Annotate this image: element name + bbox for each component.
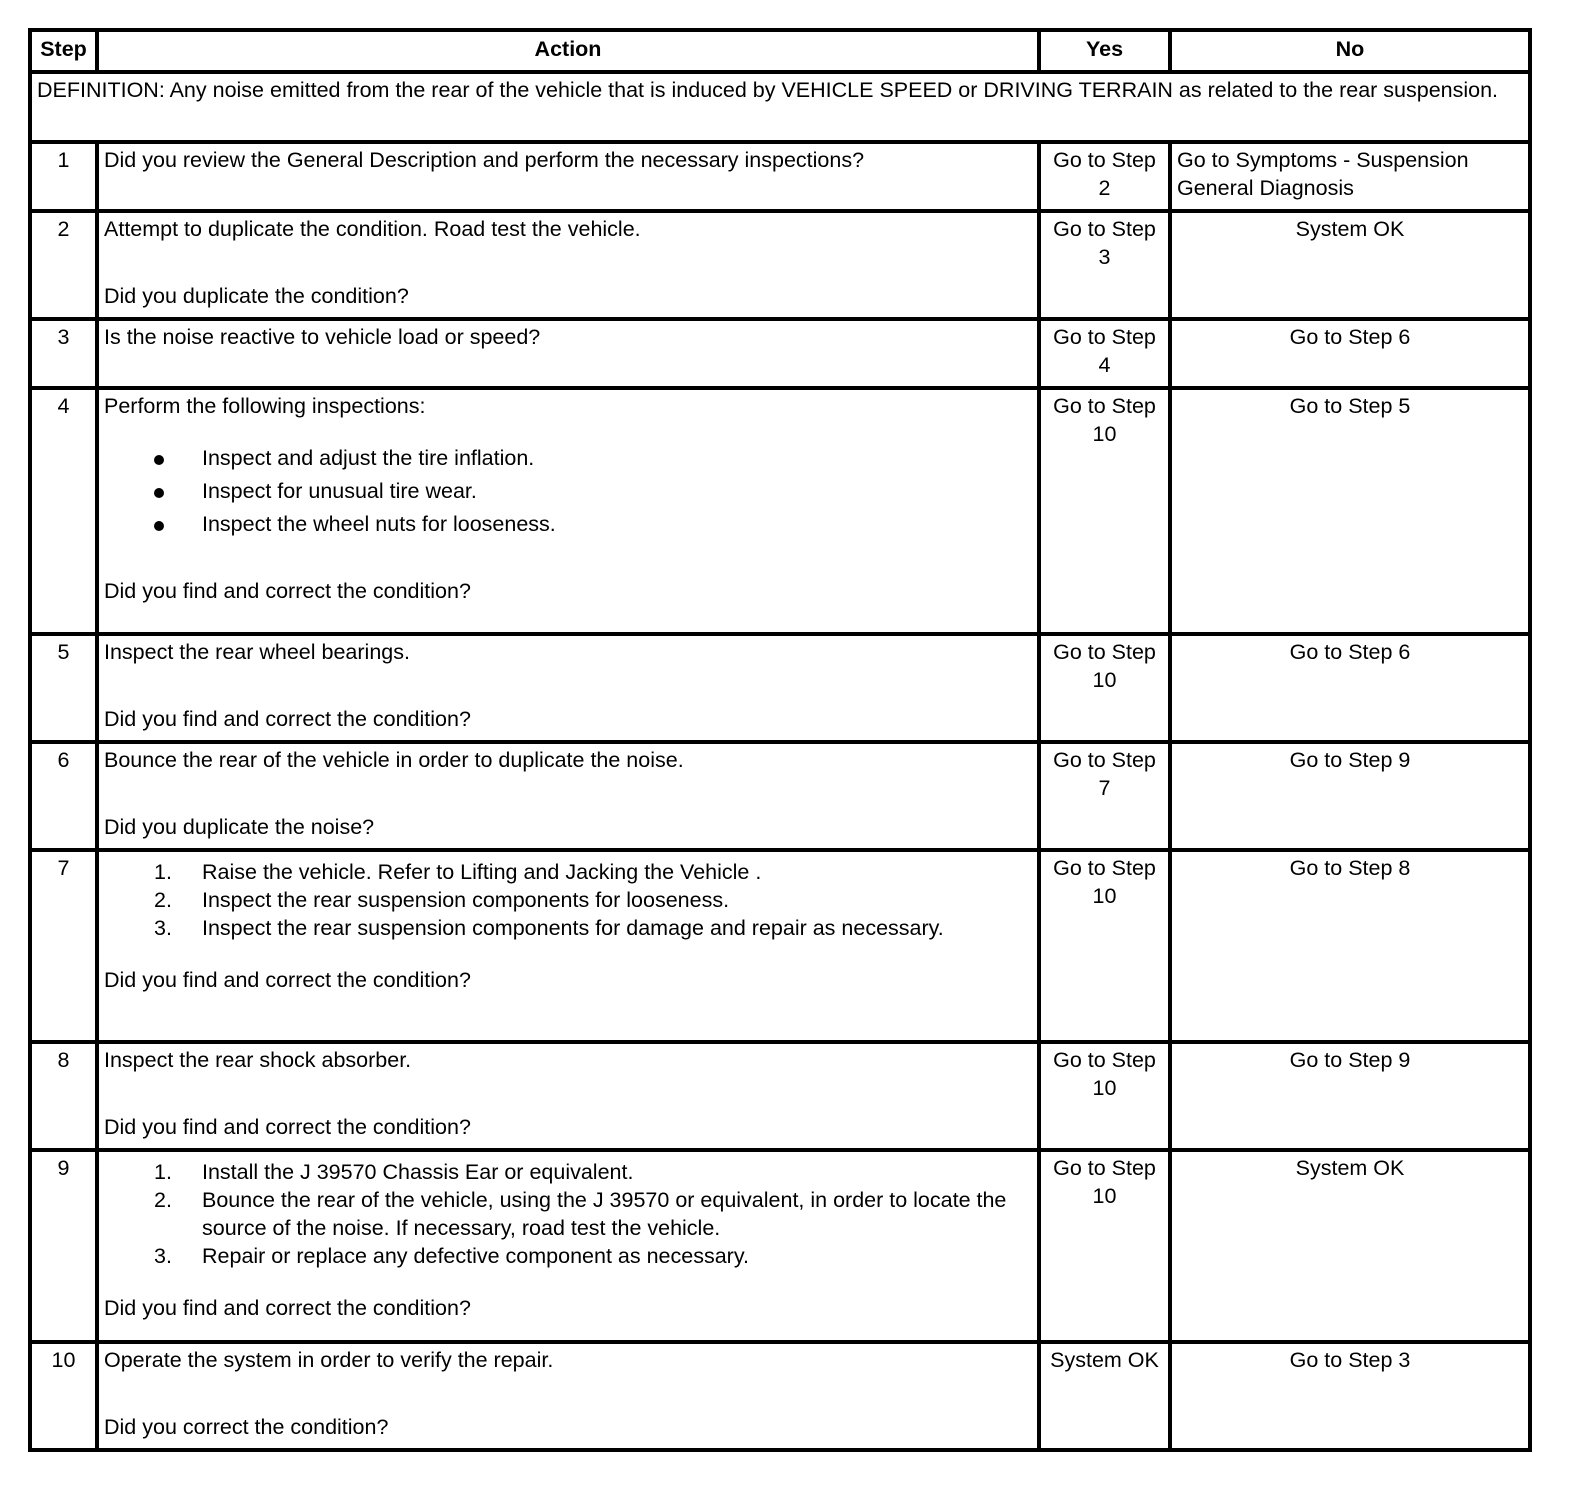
question-text: Did you find and correct the condition? [104,1296,471,1320]
yes-cell: Go to Step 10 [1039,1042,1170,1150]
no-cell: Go to Step 5 [1170,388,1530,634]
question-text: Did you duplicate the noise? [104,815,375,839]
question-text: Did you find and correct the condition? [104,579,471,603]
table-row [30,634,1530,742]
yes-cell: Go to Step 10 [1039,634,1170,742]
action-text: Operate the system in order to verify the repair. [104,1348,554,1372]
no-cell: Go to Step 8 [1170,850,1530,1042]
action-cell [97,1042,1039,1150]
question-text: Did you find and correct the condition? [104,968,471,992]
action-text: Bounce the rear of the vehicle in order to duplicate the noise. [104,748,684,772]
header-action: Action [97,30,1039,72]
question-text: Did you duplicate the condition? [104,284,409,308]
list-item: 1. Install the J 39570 Chassis Ear or equivalent. [154,1160,634,1184]
question-text: Did you correct the condition? [104,1415,389,1439]
no-cell: System OK [1170,211,1530,319]
list-item: Inspect and adjust the tire inflation. [104,442,1032,475]
bullet-icon [154,455,164,465]
table-row [30,1150,1530,1342]
table-row [30,319,1530,388]
yes-cell: Go to Step 4 [1039,319,1170,388]
table-row [30,211,1530,319]
bullet-icon [154,488,164,498]
procedure-list [104,1158,1032,1270]
header-step: Step [30,30,97,72]
list-item: 1. Raise the vehicle. Refer to Lifting and Jacking the Vehicle . [154,860,762,884]
no-cell: Go to Step 6 [1170,319,1530,388]
definition-row [30,72,1530,142]
action-cell [97,1150,1039,1342]
procedure-list [104,858,1032,942]
definition-text: DEFINITION: Any noise emitted from the rear of the vehicle that is induced by VEHICLE SPEED or DRIVING TERRAIN as related to the rear suspension. [30,72,1530,142]
action-text: Attempt to duplicate the condition. Road test the vehicle. [104,217,641,241]
header-row [30,30,1530,72]
table-row [30,142,1530,211]
list-item: Inspect the wheel nuts for looseness. [104,508,1032,541]
no-cell: Go to Step 9 [1170,742,1530,850]
step-number: 2 [30,211,97,319]
question-text: Did you find and correct the condition? [104,707,471,731]
no-cell: Go to Step 3 [1170,1342,1530,1450]
yes-cell: Go to Step 7 [1039,742,1170,850]
step-number: 8 [30,1042,97,1150]
step-number: 1 [30,142,97,211]
step-number: 5 [30,634,97,742]
action-text: Inspect the rear shock absorber. [104,1048,412,1072]
header-no: No [1170,30,1530,72]
list-item: Inspect for unusual tire wear. [104,475,1032,508]
table-row [30,1342,1530,1450]
yes-cell: Go to Step 10 [1039,1150,1170,1342]
action-cell [97,142,1039,211]
action-cell [97,742,1039,850]
list-item: 3. Repair or replace any defective component as necessary. [154,1244,749,1268]
step-number: 4 [30,388,97,634]
yes-cell: Go to Step 2 [1039,142,1170,211]
yes-cell: Go to Step 10 [1039,388,1170,634]
header-yes: Yes [1039,30,1170,72]
no-cell: Go to Step 6 [1170,634,1530,742]
action-cell [97,388,1039,634]
action-cell [97,634,1039,742]
step-number: 3 [30,319,97,388]
list-item: 2. Bounce the rear of the vehicle, using the J 39570 or equivalent, in order to locate the source of the noise. If necessary, road test the vehicle. [154,1188,1007,1240]
table-row [30,1042,1530,1150]
action-cell [97,211,1039,319]
step-number: 6 [30,742,97,850]
step-number: 9 [30,1150,97,1342]
no-cell: Go to Step 9 [1170,1042,1530,1150]
table-row [30,388,1530,634]
yes-cell: System OK [1039,1342,1170,1450]
step-number: 10 [30,1342,97,1450]
action-text: Perform the following inspections: [104,394,426,418]
bullet-icon [154,521,164,531]
yes-cell: Go to Step 10 [1039,850,1170,1042]
yes-cell: Go to Step 3 [1039,211,1170,319]
list-item: 2. Inspect the rear suspension components for looseness. [154,888,730,912]
diagnostic-table [28,28,1532,1452]
step-number: 7 [30,850,97,1042]
no-cell: System OK [1170,1150,1530,1342]
question-text: Did you review the General Description and perform the necessary inspections? [104,148,865,172]
table-row [30,742,1530,850]
inspection-list [104,442,1032,541]
no-cell: Go to Symptoms - Suspension General Diagnosis [1170,142,1530,211]
list-item: 3. Inspect the rear suspension components for damage and repair as necessary. [154,916,944,940]
question-text: Is the noise reactive to vehicle load or speed? [104,325,541,349]
action-cell [97,319,1039,388]
action-text: Inspect the rear wheel bearings. [104,640,410,664]
question-text: Did you find and correct the condition? [104,1115,471,1139]
table-row [30,850,1530,1042]
action-cell [97,850,1039,1042]
action-cell [97,1342,1039,1450]
